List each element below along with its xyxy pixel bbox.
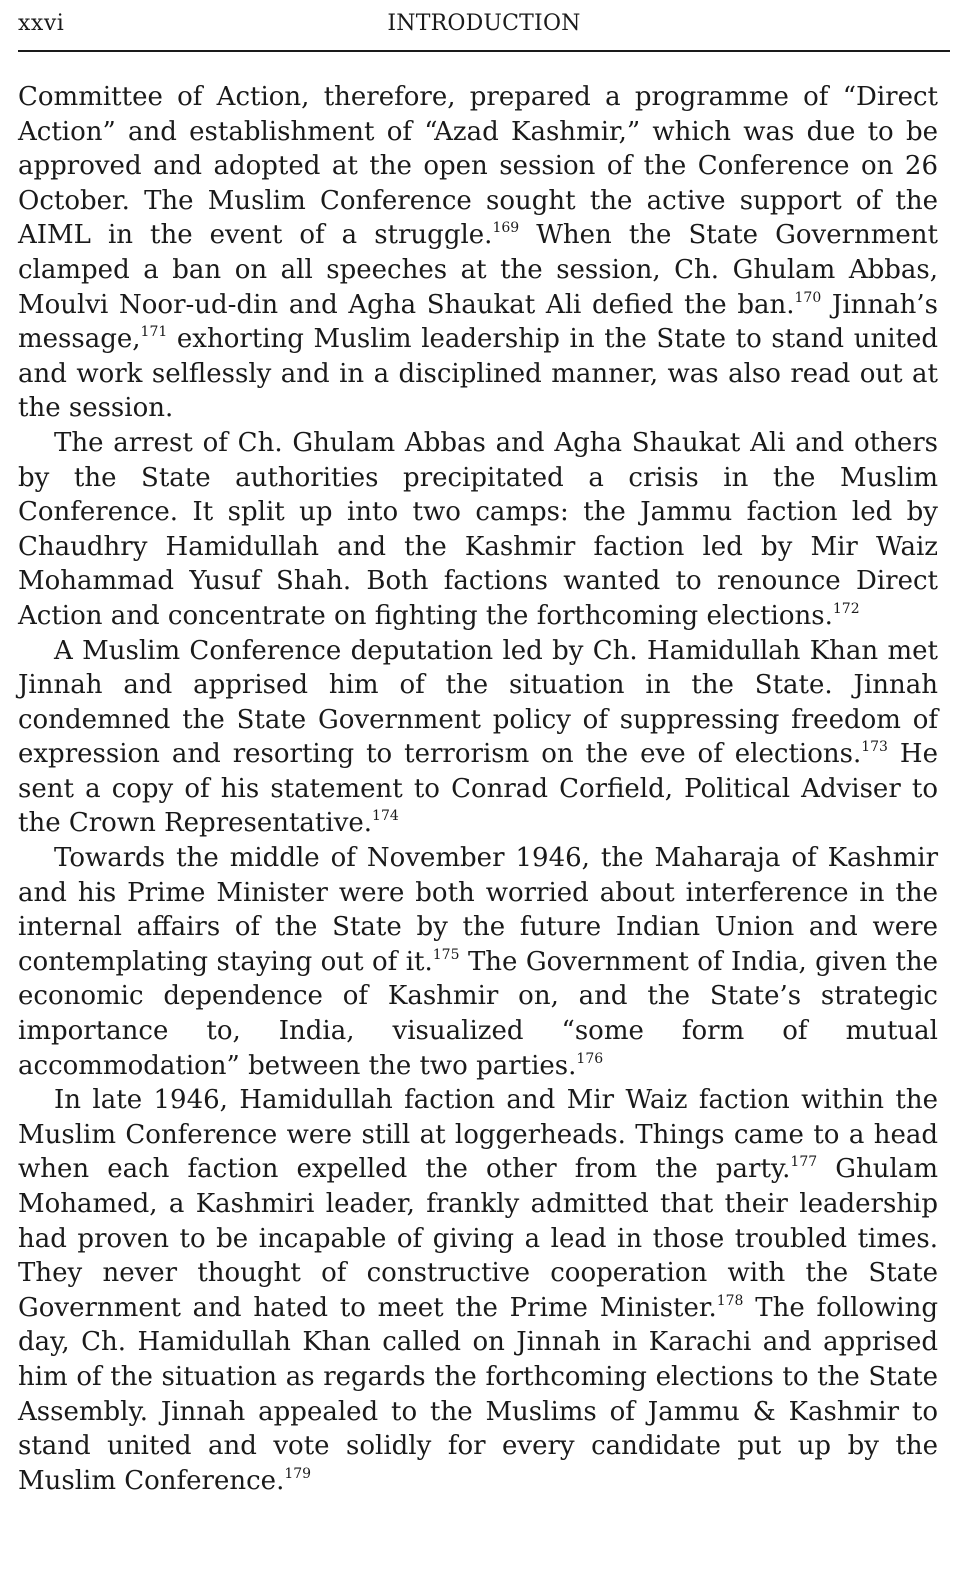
footnote-reference[interactable]: 171 [140,324,168,341]
paragraph-text: exhorting Muslim leadership in the State to stand united and work selflessly and in a disciplined manner, was also read out at the session. [18,324,938,424]
paragraph-p3 [18,634,938,842]
footnote-reference[interactable]: 175 [432,946,460,963]
paragraph-text: The arrest of Ch. Ghulam Abbas and Agha Shaukat Ali and others by the State authorities precipitated a crisis in the Muslim Conference. It split up into two camps: the Jammu faction led by Chaudhry Hamidullah and the Kashmir faction led by Mir Waiz Mohammad Yusuf Shah. Both factions wanted to renounce Direct Action and concentrate on fighting the forthcoming elections. [18,427,938,631]
running-title: INTRODUCTION [387,11,581,36]
footnote-reference[interactable]: 173 [861,739,888,756]
page-number: xxvi [18,11,65,36]
footnote-reference[interactable]: 177 [790,1154,818,1171]
footnote-reference[interactable]: 170 [794,289,822,306]
paragraph-text: He sent a copy of his statement to Conrad Corfield, Political Adviser to the Crown Representative. [18,739,938,839]
paragraph-p4 [18,841,938,1083]
paragraph-p5 [18,1083,938,1498]
paragraph-text: Committee of Action, therefore, prepared a programme of “Direct Action” and establishment of “Azad Kashmir,” which was due to be approved and adopted at the open session of the Conference on 26 October. The Muslim Conference sought the active support of the AIML in the event of a struggle. [18,82,938,251]
paragraph-text: The Government of India, given the economic dependence of Kashmir on, and the State’s strategic importance to, India, visualized “some form of mutual accommodation” between the two parties. [18,946,938,1081]
paragraph-text: The following day, Ch. Hamidullah Khan called on Jinnah in Karachi and apprised him of the situation as regards the forthcoming elections to the State Assembly. Jinnah appealed to the Muslims of Jammu & Kashmir to stand united and vote solidly for every candidate put up by the Muslim Conference. [18,1292,938,1496]
footnote-reference[interactable]: 174 [372,808,399,825]
footnote-reference[interactable]: 172 [832,600,860,617]
header-rule [18,50,950,52]
paragraph-text: Ghulam Mohamed, a Kashmiri leader, frankly admitted that their leadership had proven to be incapable of giving a lead in those troubled times. They never thought of constructive cooperation with the State Government and hated to meet the Prime Minister. [18,1154,938,1323]
body-text [18,80,938,1498]
footnote-reference[interactable]: 176 [576,1050,604,1067]
running-head [18,8,950,42]
footnote-reference[interactable]: 179 [284,1465,312,1482]
paragraph-p1 [18,80,938,426]
footnote-reference[interactable]: 169 [492,220,520,237]
footnote-reference[interactable]: 178 [716,1292,744,1309]
paragraph-text: When the State Government clamped a ban on all speeches at the session, Ch. Ghulam Abbas, Moulvi Noor-ud-din and Agha Shaukat Ali defied the ban. [18,220,938,320]
paragraph-text: In late 1946, Hamidullah faction and Mir Waiz faction within the Muslim Conference were still at loggerheads. Things came to a head when each faction expelled the other from the party. [18,1085,938,1185]
paragraph-text: Jinnah’s message, [18,289,938,355]
paragraph-text: A Muslim Conference deputation led by Ch. Hamidullah Khan met Jinnah and apprised him of the situation in the State. Jinnah condemned the State Government policy of suppressing freedom of expression and resorting to terrorism on the eve of elections. [18,635,938,770]
paragraph-p2 [18,426,938,634]
paragraph-text: Towards the middle of November 1946, the Maharaja of Kashmir and his Prime Minister were both worried about interference in the internal affairs of the State by the future Indian Union and were contemplating staying out of it. [18,843,938,977]
